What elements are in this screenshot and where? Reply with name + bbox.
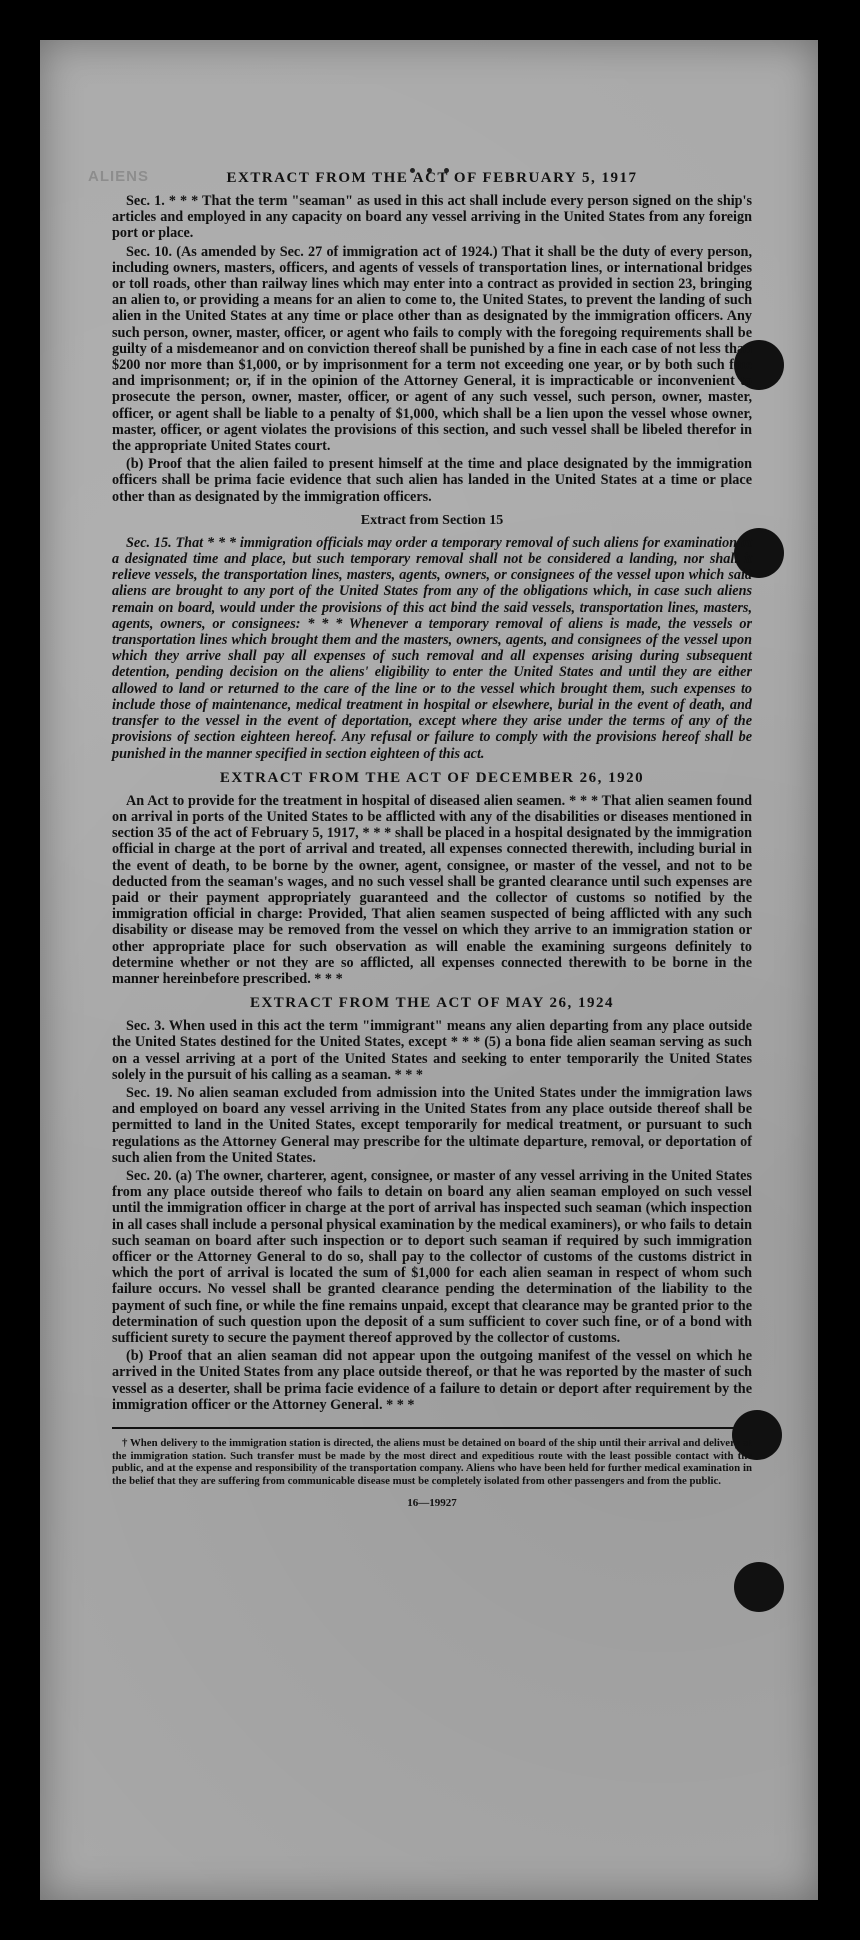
paragraph: Sec. 10. (As amended by Sec. 27 of immigration act of 1924.) That it shall be the duty of every person, including owners, masters, officers, and agents of vessels of transportation lines, or international bridges or toll roads, other than railway lines which may enter into a contract as provided in section 23, bringing an alien to, or providing a means for an alien to come to, the United States, to prevent the landing of such alien in the United States at any time or place other than as designated by the immigration officers. Any such person, owner, master, officer, or agent who fails to comply with the foregoing requirements shall be guilty of a misdemeanor and on conviction thereof shall be punished by a fine in each case of not less than $200 nor more than $1,000, or by imprisonment for a term not exceeding one year, or by both such fine and imprisonment; or, if in the opinion of the Attorney General, it is impracticable or inconvenient to prosecute the person, owner, master, officer, or agent of any such vessel, such person, owner, master, officer, or agent shall be liable to a penalty of $1,000, which shall be a lien upon the vessel whose owner, master, officer, or agent violates the provisions of this section, and such vessel shall be libeled therefor in the appropriate United States court. [112,243,752,455]
paragraph: (b) Proof that the alien failed to present himself at the time and place designated by the immigration officers shall be prima facie evidence that such alien has landed in the United States at a time or place other than as designated by the immigration officers. [112,456,752,505]
section-heading: EXTRACT FROM THE ACT OF MAY 26, 1924 [249,995,615,1012]
document-page [40,40,818,1900]
section-act-1920 [112,770,752,987]
section-subheading: Extract from Section 15 [360,512,504,528]
paragraph: Sec. 15. That * * * immigration officials may order a temporary removal of such aliens for examination at a designated time and place, but such temporary removal shall not be considered a landing, nor shall it relieve vessels, the transportation lines, masters, agents, owners, or consignees of the vessel upon which said aliens are brought to any port of the United States from any of the obligations which, in case such aliens remain on board, would under the provisions of this act bind the said vessels, transportation lines, masters, agents, owners, or consignees: * * * Whenever a temporary removal of aliens is made, the vessels or transportation lines which brought them and the masters, owners, agents, and consignees of the vessel upon which they arrive shall pay all expenses of such removal and all expenses arising during subsequent detention, pending decision on the aliens' eligibility to enter the United States and until they are either allowed to land or returned to the care of the line or to the vessel which brought them, such expenses to include those of maintenance, medical treatment in hospital or elsewhere, burial in the event of death, and transfer to the vessel in the event of deportation, except where they arise under the terms of any of the provisions of section eighteen hereof. Any refusal or failure to comply with the provisions hereof shall be punished in the manner specified in section eighteen of this act. [112,534,752,762]
document-body [112,170,752,1509]
document-number: 16—19927 [407,1497,457,1510]
footnote-text: † When delivery to the immigration station is directed, the aliens must be detained on board of the ship until their arrival and delivery at the immigration station. Such transfer must be made by the most direct and expeditious route with the least possible contact with the public, and at the expense and responsibility of the transportation company. Aliens who have been held for further medical examination in the belief that they are suffering from communicable disease must be completely isolated from other passengers and from the public. [112,1437,752,1487]
paragraph: (b) Proof that an alien seaman did not appear upon the outgoing manifest of the vessel on which he arrived in the United States from any place outside thereof, or that he was reported by the master of such vessel as a deserter, shall be prima facie evidence of a failure to detain or deport after requirement by the immigration officer or the Attorney General. * * * [112,1348,752,1413]
paragraph: Sec. 19. No alien seaman excluded from admission into the United States under the immigration laws and employed on board any vessel arriving in the United States from any place outside thereof shall be permitted to land in the United States, except temporarily for medical treatment, or pursuant to such regulations as the Attorney General may prescribe for the ultimate departure, removal, or deportation of such alien from the United States. [112,1084,752,1166]
section-act-1917 [112,170,752,505]
paragraph: Sec. 20. (a) The owner, charterer, agent, consignee, or master of any vessel arriving in the United States from any place outside thereof who fails to detain on board any alien seaman employed on such vessel until the immigration officer in charge at the port of arrival has inspected such seaman (which inspection in all cases shall include a personal physical examination by the medical examiners), or who fails to detain such seaman on board after such inspection or to deport such seaman if required by such immigration officer or the Attorney General to do so, shall pay to the collector of customs of the customs district in which the port of arrival is located the sum of $1,000 for each alien seaman in respect of whom such failure occurs. No vessel shall be granted clearance pending the determination of the liability to the payment of such fine, or while the fine remains unpaid, except that clearance may be granted prior to the determination of such question upon the deposit of a sum sufficient to cover such fine, or of a bond with sufficient surety to secure the payment thereof approved by the collector of customs. [112,1167,752,1346]
faint-stamp: ALIENS [88,168,150,185]
punch-hole-4 [734,1562,784,1612]
section-15-extract [112,513,752,762]
footnote-divider [112,1427,752,1429]
paragraph: Sec. 1. * * * That the term "seaman" as used in this act shall include every person signed on the ship's articles and employed in any capacity on board any vessel arriving in the United States from any foreign port or place. [112,193,752,242]
section-act-1924 [112,995,752,1413]
paragraph: Sec. 3. When used in this act the term "immigrant" means any alien departing from any place outside the United States destined for the United States, except * * * (5) a bona fide alien seaman serving as such on a vessel arriving at a port of the United States and seeking to enter temporarily the United States solely in the pursuit of his calling as a seaman. * * * [112,1018,752,1083]
section-heading: EXTRACT FROM THE ACT OF FEBRUARY 5, 1917 [226,170,638,186]
section-heading: EXTRACT FROM THE ACT OF DECEMBER 26, 1920 [219,769,645,786]
footnote [112,1437,752,1487]
paragraph: An Act to provide for the treatment in hospital of diseased alien seamen. * * * That alien seamen found on arrival in ports of the United States to be afflicted with any of the disabilities or diseases mentioned in section 35 of the act of February 5, 1917, * * * shall be placed in a hospital designated by the immigration official in charge at the port of arrival and treated, all expenses connected therewith, including burial in the event of death, to be borne by the owner, agent, consignee, or master of the vessel, and not to be deducted from the seaman's wages, and no such vessel shall be granted clearance until such expenses are paid or their payment appropriately guaranteed and the collector of customs so notified by the immigration official in charge: Provided, That alien seamen suspected of being afflicted with any such disability or disease may be removed from the vessel on which they arrive to an immigration station or other appropriate place for such observation as will enable the examining surgeons definitely to determine whether or not they are so afflicted, all expenses connected therewith to be borne in the manner hereinbefore prescribed. * * * [112,792,752,987]
